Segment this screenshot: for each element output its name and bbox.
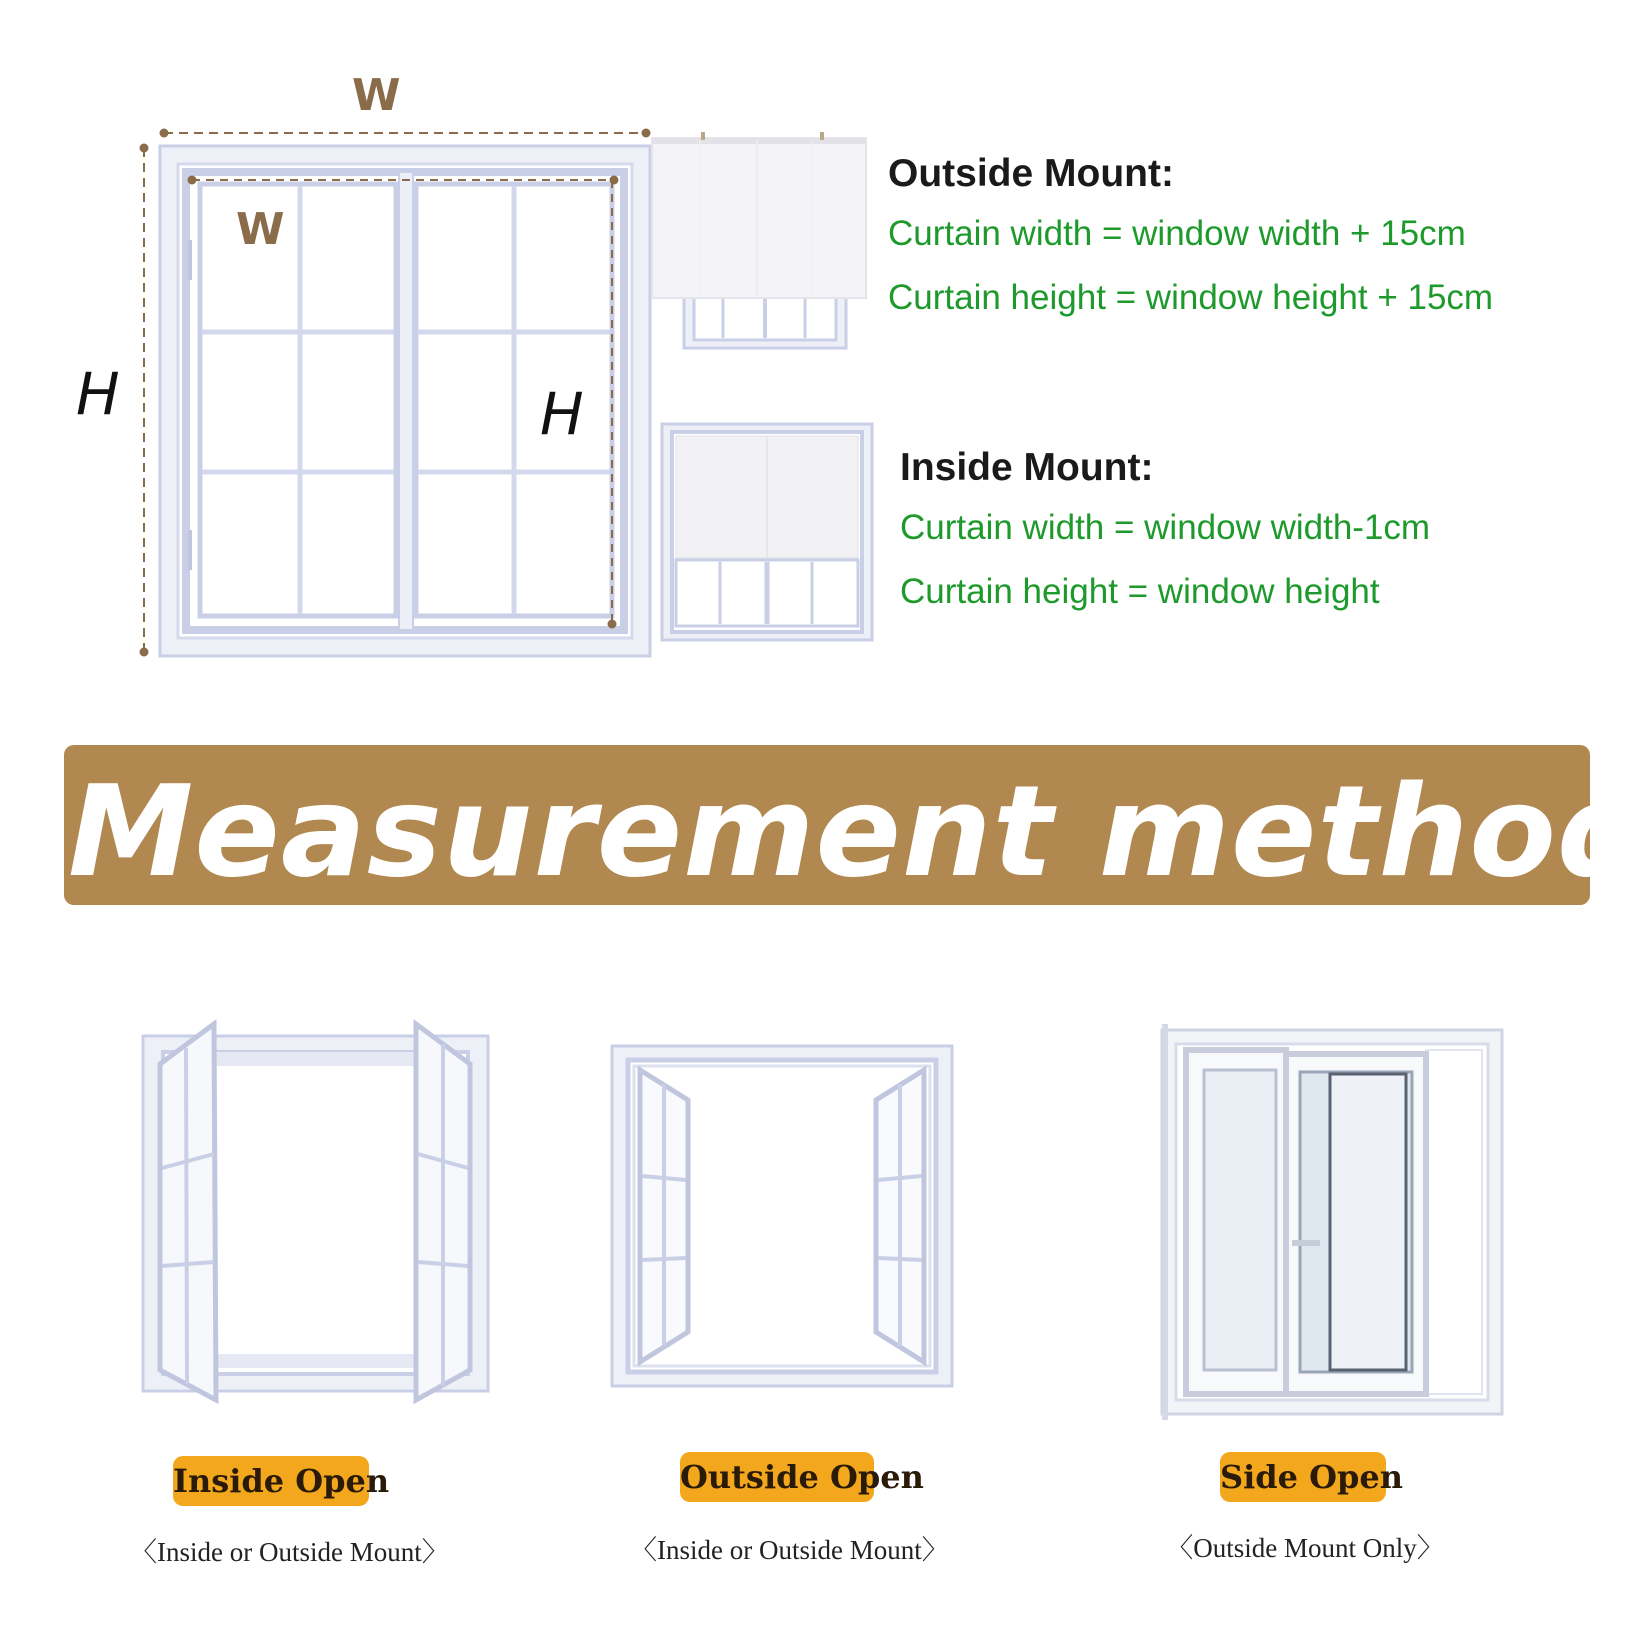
inside-mount-width-rule: Curtain width = window width-1cm bbox=[900, 508, 1431, 547]
outside-open-badge: Outside Open bbox=[680, 1452, 874, 1502]
outside-mount-width-rule: Curtain width = window width + 15cm bbox=[888, 214, 1466, 253]
inside-open-badge: Inside Open bbox=[173, 1456, 369, 1506]
inside-open-caption: 〈Inside or Outside Mount〉 bbox=[130, 1537, 449, 1567]
outer-height-label: H bbox=[76, 360, 120, 428]
outside-mount-height-rule: Curtain height = window height + 15cm bbox=[888, 278, 1494, 317]
side-open-badge: Side Open bbox=[1220, 1452, 1386, 1502]
inner-width-label: W bbox=[236, 204, 285, 255]
inner-height-label: H bbox=[540, 380, 584, 448]
outside-mount-title: Outside Mount: bbox=[888, 152, 1174, 195]
outside-open-caption: 〈Inside or Outside Mount〉 bbox=[630, 1535, 949, 1565]
banner-title: Measurement method bbox=[68, 758, 1649, 905]
inside-mount-height-rule: Curtain height = window height bbox=[900, 572, 1380, 611]
inside-mount-title: Inside Mount: bbox=[900, 446, 1154, 489]
side-open-caption: 〈Outside Mount Only〉 bbox=[1166, 1533, 1444, 1563]
outer-width-label: W bbox=[352, 70, 401, 121]
